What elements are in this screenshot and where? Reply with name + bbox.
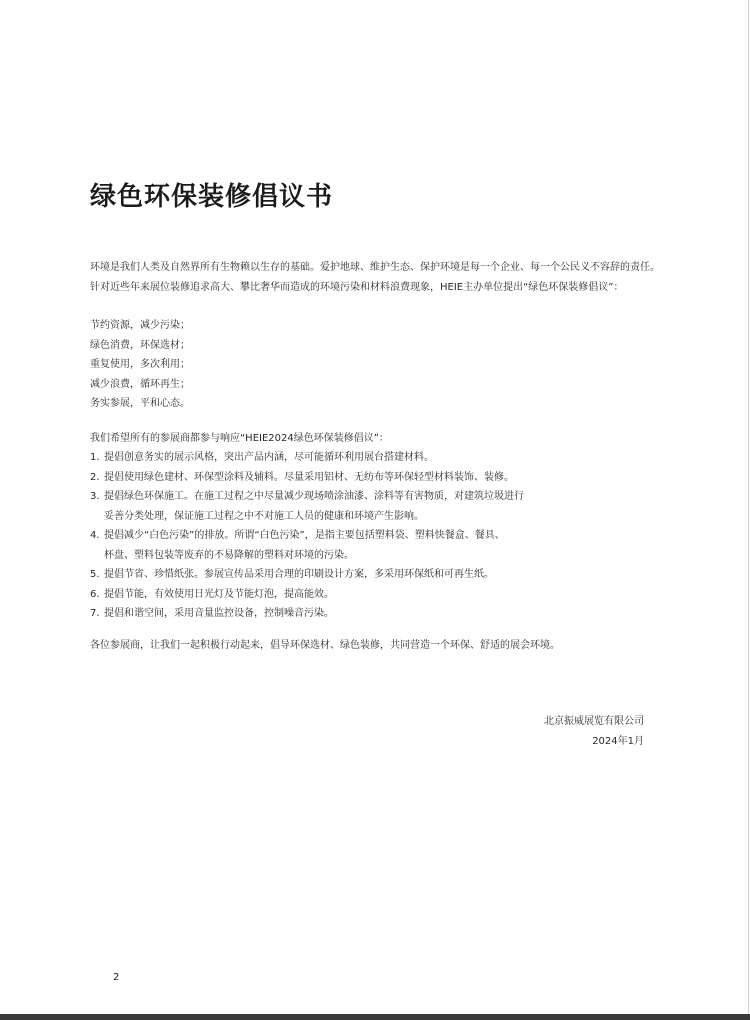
list-item-number: 1. bbox=[90, 452, 100, 463]
list-item-text: 提倡节省、珍惜纸张。参展宣传品采用合理的印刷设计方案，多采用环保纸和可再生纸。 bbox=[104, 569, 494, 580]
list-item-number: 5. bbox=[90, 569, 100, 580]
list-item-continuation: 杯盘、塑料包装等废弃的不易降解的塑料对环境的污染。 bbox=[104, 549, 354, 561]
list-item-text: 提倡减少“白色污染”的排放。所谓“白色污染”，是指主要包括塑料袋、塑料快餐盒、餐具、 bbox=[104, 530, 505, 541]
principle-item: 绿色消费，环保选材； bbox=[90, 339, 190, 351]
principle-item: 减少浪费，循环再生； bbox=[90, 378, 190, 390]
list-item-text: 提倡使用绿色建材、环保型涂料及辅料。尽量采用铝材、无纺布等环保轻型材料装饰、装修。 bbox=[104, 471, 514, 483]
closing-paragraph: 各位参展商，让我们一起积极行动起来，倡导环保选材、绿色装修，共同营造一个环保、舒适的展会环境。 bbox=[90, 640, 560, 651]
list-item-text: 提倡节能，有效使用日光灯及节能灯泡，提高能效。 bbox=[104, 588, 334, 600]
signature-company: 北京振威展览有限公司 bbox=[544, 716, 644, 727]
signature-block bbox=[544, 712, 644, 752]
list-item bbox=[90, 526, 660, 565]
list-item bbox=[90, 448, 660, 468]
list-item bbox=[90, 585, 660, 605]
list-item bbox=[90, 468, 660, 488]
list-item-number: 3. bbox=[90, 491, 100, 502]
signature-date: 2024年1月 bbox=[592, 736, 644, 747]
page-number: 2 bbox=[113, 972, 120, 983]
principle-item: 节约资源，减少污染； bbox=[90, 320, 190, 331]
intro-paragraph: 环境是我们人类及自然界所有生物赖以生存的基础。爱护地球、维护生态、保护环境是每一个企业、每一个公民义不容辞的责任。针对近些年来展位装修追求高大、攀比奢华而造成的环境污染和材料浪费现象，HEIE主办单位提出“绿色环保装修倡议”： bbox=[90, 262, 660, 293]
principle-item: 重复使用，多次利用； bbox=[90, 359, 190, 370]
list-item-continuation: 妥善分类处理，保证施工过程之中不对施工人员的健康和环境产生影响。 bbox=[104, 510, 424, 522]
list-item bbox=[90, 487, 660, 526]
principles-list bbox=[90, 316, 660, 414]
initiative-list bbox=[90, 448, 660, 624]
viewer-bottom-bar bbox=[0, 1014, 750, 1020]
list-item bbox=[90, 604, 660, 624]
principle-item: 务实参展，平和心态。 bbox=[90, 398, 190, 409]
list-item-number: 6. bbox=[90, 588, 100, 600]
list-item-number: 4. bbox=[90, 530, 100, 541]
list-item-number: 7. bbox=[90, 608, 100, 619]
list-item bbox=[90, 565, 660, 585]
list-item-text: 提倡和谐空间，采用音量监控设备，控制噪音污染。 bbox=[104, 608, 334, 619]
initiative-lead: 我们希望所有的参展商都参与响应“HEIE2024绿色环保装修倡议”： bbox=[90, 433, 389, 444]
document-title: 绿色环保装修倡议书 bbox=[90, 182, 334, 212]
list-item-text: 提倡绿色环保施工。在施工过程之中尽量减少现场喷涂油漆、涂料等有害物质，对建筑垃圾进行 bbox=[104, 491, 524, 502]
list-item-text: 提倡创意务实的展示风格，突出产品内涵，尽可能循环利用展台搭建材料。 bbox=[104, 452, 434, 463]
list-item-number: 2. bbox=[90, 471, 100, 483]
